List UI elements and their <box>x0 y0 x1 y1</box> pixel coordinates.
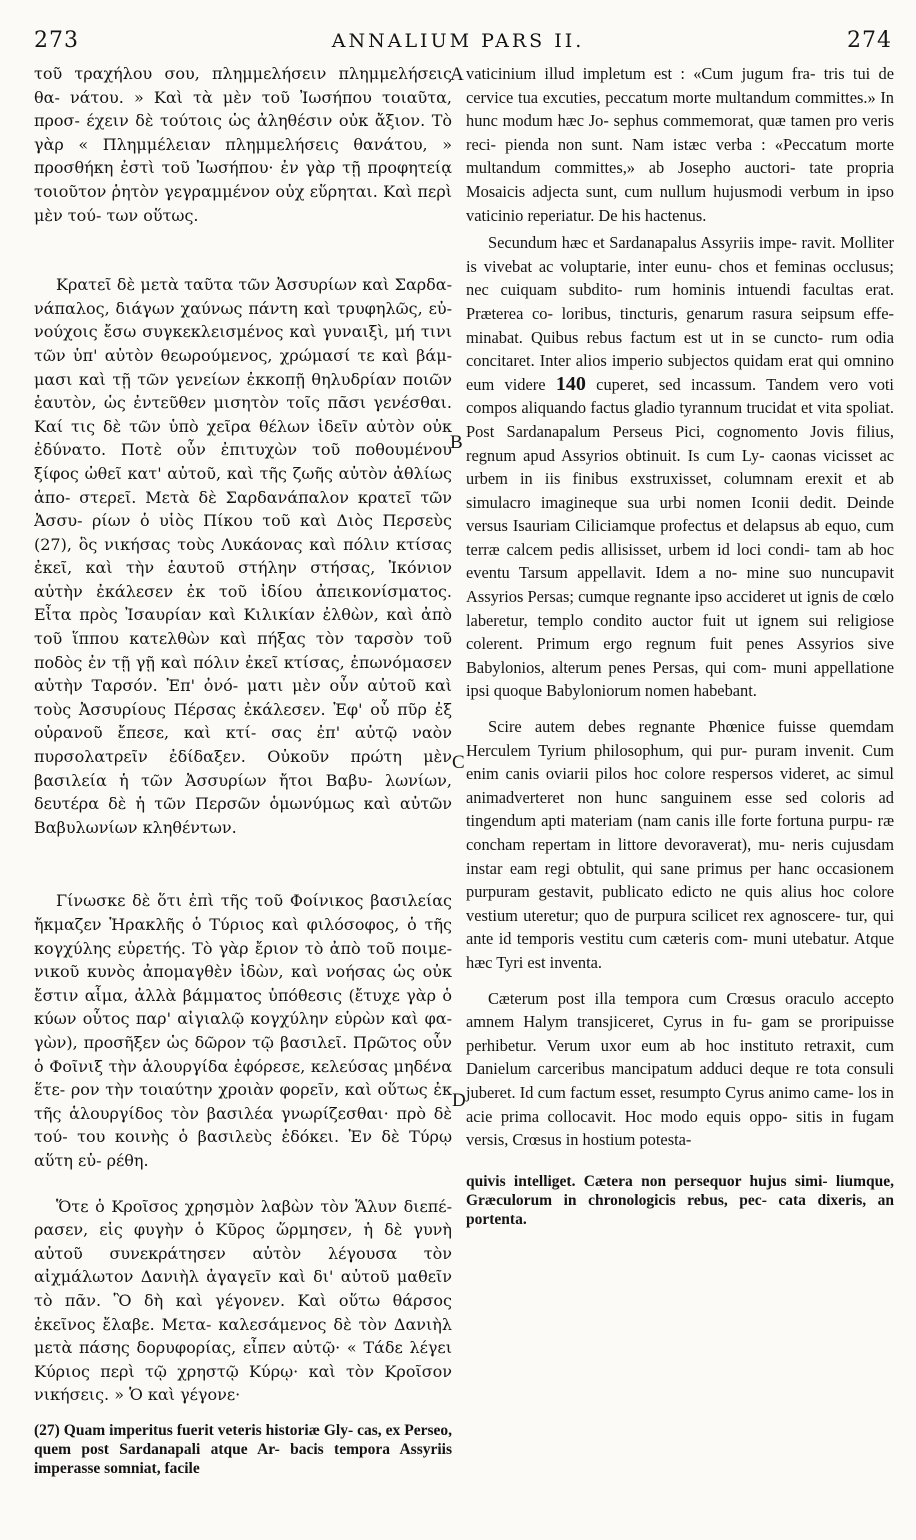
latin-paragraph-2-end: cuperet, sed incassum. Tandem vero voti compos aliquando factus gladio tyrannum trucidat et vita spoliat. Post Sardanapalum Perseus Pici, cognomento Jovis filius, regnum apud Assyrios obtinuit. Is cum Ly- caonas vicisset ac urbem in iis finibus exstruxisset, columnam erexit et ab simulacro imagineque sua urbi nomen Iconii dedit. Deinde versus Isauriam Ciliciamque profectus et delapsus ab equo, cum terræ calcem pedis allisisset, urbem id loci condi- tam ab hoc eventu Tarsum appellavit. Idem a no- mine suo nuncupavit Assyrios Persas; cumque regnante ipso accideret ut ignis de cœlo laberetur, templo condito auctor fuit ut ignem sui religiose colerent. Primum ergo regnum fuit penes Assyrios sive Babylonios, alterum penes Persas, qui com- muni appellatione ipsi quoque Babyloniorum nomen habebant. <box>466 374 894 701</box>
section-marker-b: B <box>450 432 463 453</box>
latin-paragraph-2-start: Secundum hæc et Sardanapalus Assyriis impe- ravit. Molliter is vivebat ac voluptarie, inter eunu- chos et feminas occlusus; nec cuiquam subdito- rum hominis intuendi facultas erat. Præterea co- loribus, tincturis, genarum rasura seipsum effe- minabat. Quibus rebus factum est ut in se cuncto- rum odia concitaret. Inter alios imperio subjectos quidam erat qui omnino eum videre <box>466 233 894 394</box>
footnote-right: quivis intelliget. Cætera non persequor hujus simi- liumque, Græculorum in chronologicis rebus, pec- cata dixeris, an portenta. <box>466 1172 894 1228</box>
running-title: ANNALIUM PARS II. <box>331 30 585 52</box>
column-number: 140 <box>555 372 586 395</box>
page-number-right: 274 <box>847 28 892 53</box>
latin-paragraph-4: Cæterum post illa tempora cum Crœsus oraculo accepto amnem Halym transjiceret, Cyrus in fu- gam se proripuisse perhibetur. Verum uxor eum ab hoc instituto retraxit, cum Danielum carceribus mancipatum adduci deque re tota consuli juberet. Id cum factum esset, resumpto Cyrus animo came- los in acie prima collocavit. Hoc modo equis oppo- sitis in fugam versis, Crœsus in hostium potesta- <box>466 988 894 1150</box>
footnote-left: (27) Quam imperitus fuerit veteris historiæ Gly- cas, ex Perseo, quem post Sardanapali atque Ar- bacis tempora Assyriis imperasse somniat, facile <box>34 1421 452 1477</box>
section-marker-a: A <box>450 64 464 85</box>
greek-paragraph-2: Κρατεῖ δὲ μετὰ ταῦτα τῶν Ἀσσυρίων καὶ Σαρδα- νάπαλος, διάγων χαύνως πάντη καὶ τρυφηλῶς, εὐ- νούχοις ἔσω συγκεκλεισμένος καὶ γυναιξὶ, μή τινι τῶν ὑπ' αὐτὸν θεωρούμενος, χρώμασί τε καὶ βάμ- μασι καὶ τῇ τῶν γενείων ἐκκοπῇ θηλυδρίαν ποιῶν ἑαυτὸν, ὡς ἐντεῦθεν μισητὸν τοῖς πᾶσι γενέσθαι. Καί τις δὲ τῶν ὑπὸ χεῖρα θέλων ἰδεῖν αὐτὸν οὐκ ἐδύνατο. Ποτὲ οὖν ἐπιτυχὼν τοῦ ποθουμένου ξίφος ὠθεῖ κατ' αὐτοῦ, καὶ τῆς ζωῆς αὐτὸν ἀθλίως ἀπο- στερεῖ. Μετὰ δὲ Σαρδανάπαλον κρατεῖ τῶν Ἀσσυ- ρίων ὁ υἱὸς Πίκου τοῦ καὶ Διὸς Περσεὺς (27), ὃς νικήσας τοὺς Λυκάονας καὶ πόλιν κτίσας ἐκεῖ, καὶ τὴν ἑαυτοῦ στήλην στήσας, Ἰκόνιον αὐτὴν ἐκάλεσεν ἐκ τοῦ ἰδίου ἀπεικονίσματος. Εἶτα πρὸς Ἰσαυρίαν καὶ Κιλικίαν ἐλθὼν, καὶ ἀπὸ τοῦ ἵππου κατελθὼν καὶ πήξας τὸν ταρσὸν τοῦ ποδὸς ἐν τῇ γῇ καὶ πόλιν ἐκεῖ κτίσας, ἐπωνόμασεν αὐτὴν Ταρσόν. Ἐπ' ὀνό- ματι μὲν οὖν αὐτοῦ καὶ τοὺς Ἀσσυρίους Πέρσας ἐκάλεσεν. Ἐφ' οὗ πῦρ ἐξ οὐρανοῦ ἔπεσε, καὶ κτί- σας ἐπ' αὐτῷ ναὸν πυρσολατρεῖν ἐδίδαξεν. Οὐκοῦν πρώτη μὲν βασιλεία ἡ τῶν Ἀσσυρίων ἤτοι Βαβυ- λωνίων, δευτέρα δὲ ἡ τῶν Περσῶν ὁμωνύμως καὶ αὐτῶν Βαβυλωνίων κληθέντων. <box>34 275 452 837</box>
latin-paragraph-3: Scire autem debes regnante Phœnice fuisse quemdam Herculem Tyrium philosophum, qui pur- puram invenit. Cum enim canis oviarii pilos hoc colore respersos videret, ac simul animadverteret non hunc sanguinem esse sed coloris ad tingendum apti materiam (nam canis ille forte fortuna purpu- ræ concham repertam in littore devoraverat), mu- neris cujusdam instar eam regi obtulit, qui sane primus per hanc occasionem purpuram gestavit, publicato edicto ne quis alius hoc colore vestium uteretur; quo de purpura scilicet rex agnoscere- tur, qui ante id temporis vestitu cum cæteris com- muni utebatur. Atque hæc Tyri est inventa. <box>466 717 894 972</box>
greek-paragraph-4: Ὅτε ὁ Κροῖσος χρησμὸν λαβὼν τὸν Ἅλυν διεπέ- ρασεν, εἰς φυγὴν ὁ Κῦρος ὥρμησεν, ἡ δὲ γυνὴ αὐτοῦ συνεκράτησεν αὐτὸν λέγουσα τὸν αἰχμάλωτον Δανιὴλ ἀγαγεῖν καὶ δι' αὐτοῦ μαθεῖν τὸ πᾶν. Ὃ δὴ καὶ γέγονεν. Καὶ οὕτω θάρσος ἐκεῖνος ἔλαβε. Μετα- καλεσάμενος δὲ τὸν Δανιὴλ μετὰ πάσης δορυφορίας, εἶπεν αὐτῷ· « Τάδε λέγει Κύριος περὶ τῷ χρηστῷ Κύρῳ· καὶ τὸν Κροῖσον νικήσεις. » Ὁ καὶ γέγονε· <box>34 1196 452 1405</box>
page-number-left: 273 <box>34 28 79 53</box>
greek-paragraph-3: Γίνωσκε δὲ ὅτι ἐπὶ τῆς τοῦ Φοίνικος βασιλείας ἤκμαζεν Ἡρακλῆς ὁ Τύριος καὶ φιλόσοφος, ὁ τῆς κογχύλης εὑρετής. Τὸ γὰρ ἔριον τὸ ἀπὸ τοῦ ποιμε- νικοῦ κυνὸς ἀπομαγθὲν ἰδὼν, καὶ νοήσας ὡς οὐκ ἔστιν αἷμα, ἀλλὰ βάμματος ὑπόθεσις (ἔτυχε γὰρ ὁ κύων οὗτος παρ' αἰγιαλῷ κογχύλην εὑρὼν καὶ φα- γὼν), προσῆξεν ὡς δῶρον τῷ βασιλεῖ. Πρῶτος οὖν ὁ Φοῖνιξ τὴν ἁλουργίδα ἐφόρεσε, κελεύσας μηδένα ἕτε- ρον τὴν τοιαύτην χροιὰν φορεῖν, καὶ οὕτως ἐκ τῆς ἁλουργίδος τὸν βασιλέα γνωρίζεσθαι· πρὸ δὲ τού- του κοινὴς ὁ βασιλεὺς ἐδόκει. Ἐν δὲ Τύρῳ αὕτη εὑ- ρέθη. <box>34 891 452 1170</box>
page-header <box>0 0 916 62</box>
latin-paragraph-1: vaticinium illud impletum est : «Cum jugum fra- tris tui de cervice tua excuties, peccatum morte multandum committes.» In hunc modum hæc Jo- sephus commemorat, quæ tamen pro veris reci- pienda non sunt. Nam istæc verba : «Peccatum morte multandum committes,» ab Josepho auctori- tate propria Mosaicis adjecta sunt, cum nullum hujusmodi verbum in ipso vaticinio reperiatur. De his hactenus. <box>466 64 894 225</box>
greek-paragraph-1: τοῦ τραχήλου σου, πλημμελήσειν πλημμελήσεις θα- νάτου. » Καὶ τὰ μὲν τοῦ Ἰωσήπου τοιαῦτα, προσ- έχειν δὲ τούτοις ὡς ἀληθέσιν οὐκ ἄξιον. Τὸ γὰρ « Πλημμέλειαν πλημμελήσεις θανάτου, » προσθήκη ἐστὶ τοῦ Ἰωσήπου· ἐν γὰρ τῇ προφητείᾳ τοιοῦτον ῥητὸν γεγραμμένον οὐχ εὕρηται. Καὶ περὶ μὲν τού- των οὕτως. <box>34 64 452 225</box>
latin-paragraph-2 <box>466 231 894 703</box>
section-marker-c: C <box>452 752 465 773</box>
section-marker-d: D <box>452 1090 466 1111</box>
latin-column <box>466 62 894 1229</box>
greek-column <box>34 62 452 1478</box>
